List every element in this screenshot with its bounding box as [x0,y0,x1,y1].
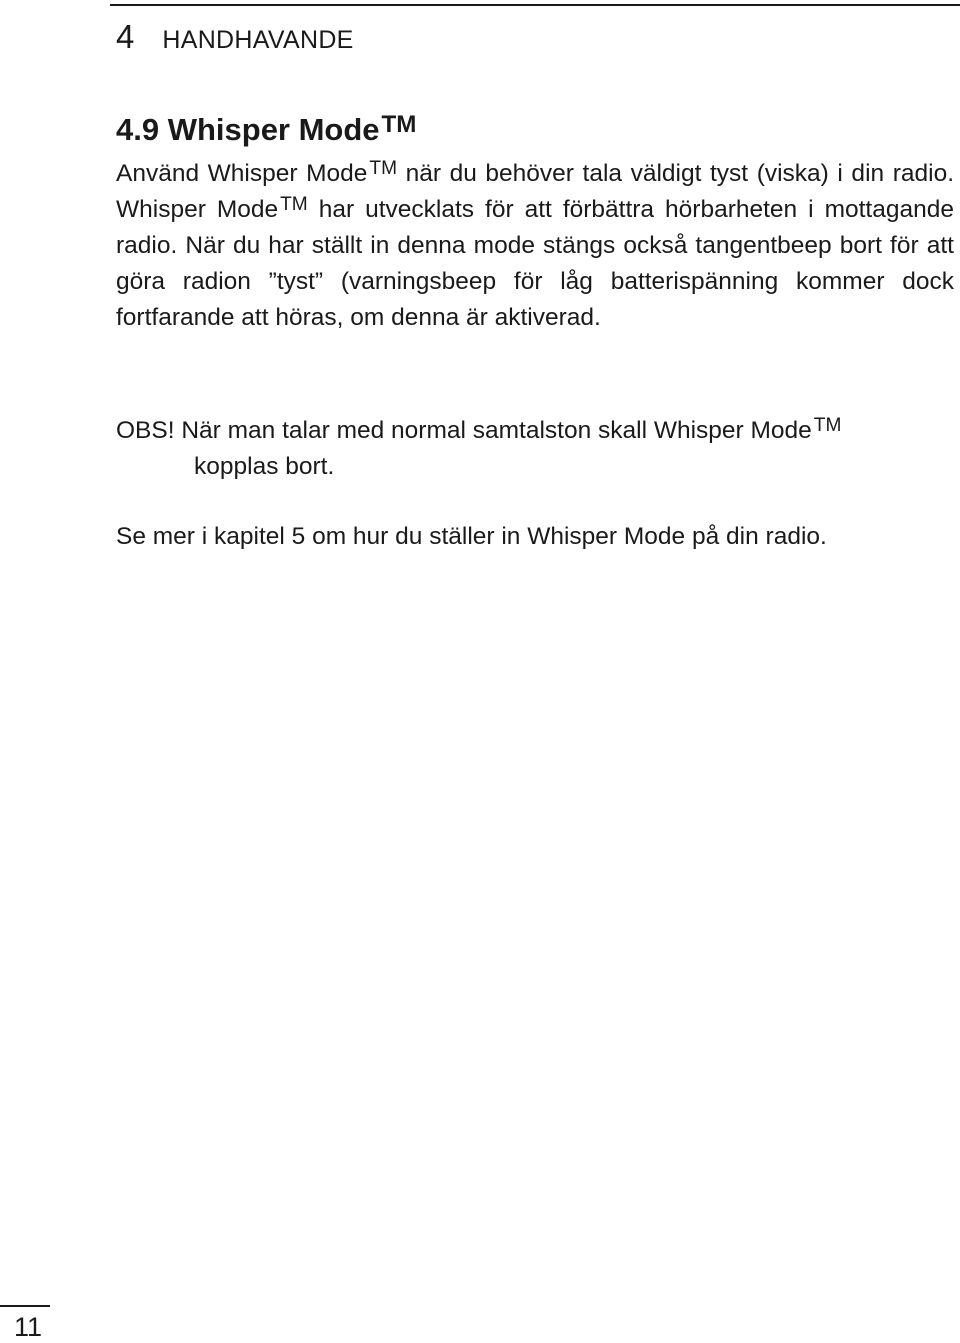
main-paragraph-part3: har utvecklats för att förbättra hörbarheten i mottagande radio. När du har ställt in denna mode stängs också tangentbeep bort för att göra radion ”tyst” (varningsbeep för låg batterispänning kommer dock fortfarande att höras, om denna är aktiverad. [116,196,954,331]
footer-rule [0,1305,50,1307]
chapter-header [116,18,354,56]
note-line-1 [116,413,960,449]
note-line-2: kopplas bort. [194,453,335,480]
trademark-symbol: TM [369,158,397,180]
main-paragraph-part1: Använd Whisper Mode [116,160,368,187]
section-heading-text: 4.9 Whisper Mode [116,112,380,147]
trademark-symbol: TM [381,110,417,138]
main-paragraph-part2: när du behöver tala väldigt tyst (viska) i din radio. Whisper Mode [116,160,954,223]
header-rule [110,4,960,6]
reference-paragraph: Se mer i kapitel 5 om hur du ställer in Whisper Mode på din radio. [116,523,827,550]
chapter-number: 4 [116,18,135,55]
main-paragraph [116,156,954,336]
trademark-symbol: TM [813,415,842,437]
note-line-1-text: OBS! När man talar med normal samtalston skall Whisper Mode [116,417,812,444]
note-block [116,413,960,485]
chapter-title: HANDHAVANDE [162,26,354,54]
trademark-symbol: TM [280,194,308,216]
page-number: 11 [14,1312,43,1342]
section-heading [116,112,416,148]
